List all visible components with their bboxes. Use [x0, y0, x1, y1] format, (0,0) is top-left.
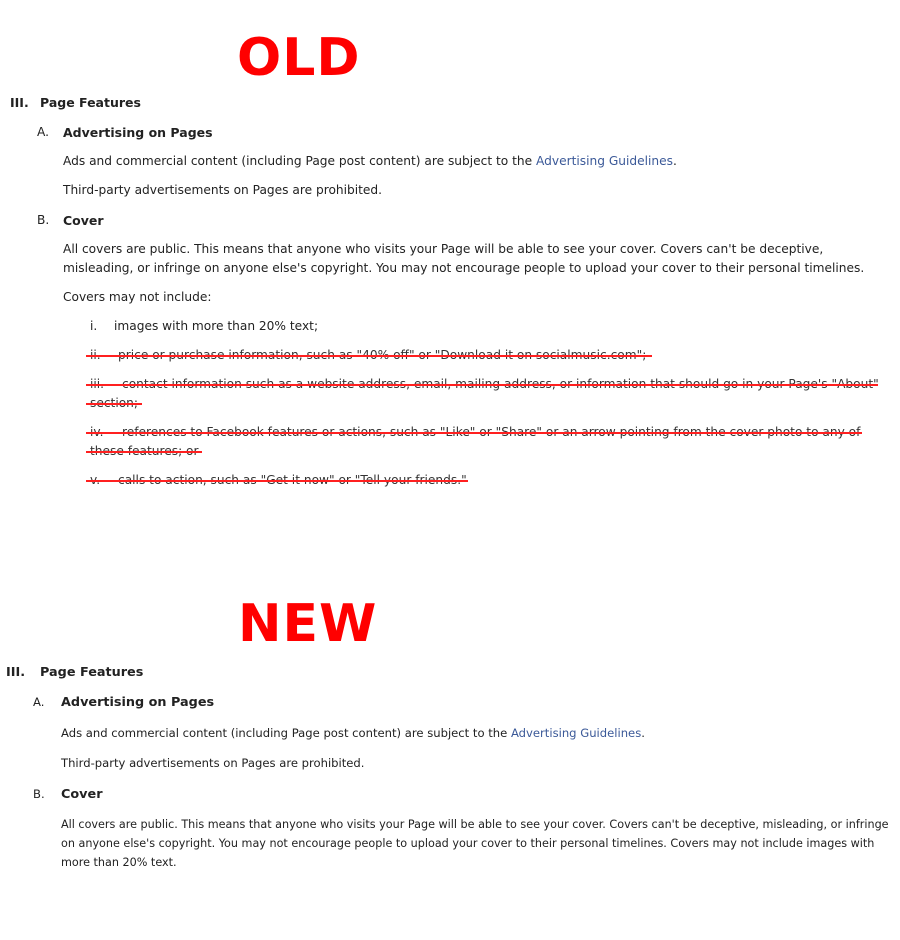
third-party-paragraph: Third-party advertisements on Pages are prohibited. — [63, 183, 383, 197]
new-label: NEW — [238, 594, 378, 654]
cover-paragraph-line1: All covers are public. This means that anyone who visits your Page will be able to see your cover. Covers can't be deceptive, — [63, 242, 824, 256]
advertising-text: Ads and commercial content (including Page post content) are subject to the — [61, 726, 511, 740]
cover-paragraph-line2: on anyone else's copyright. You may not encourage people to upload your cover to their personal timelines. Covers may not include images with — [61, 837, 875, 850]
subsection-a-letter: A. — [33, 695, 45, 709]
old-label: OLD — [237, 28, 361, 88]
cover-paragraph-line3: more than 20% text. — [61, 856, 177, 869]
cover-paragraph-line1: All covers are public. This means that anyone who visits your Page will be able to see your cover. Covers can't be deceptive, misleading, or infringe — [61, 818, 889, 831]
advertising-paragraph — [61, 726, 645, 740]
subsection-a-title: Advertising on Pages — [61, 695, 215, 710]
third-party-paragraph: Third-party advertisements on Pages are prohibited. — [61, 756, 365, 770]
advertising-text: Ads and commercial content (including Page post content) are subject to the — [63, 154, 536, 168]
advertising-guidelines-link[interactable]: Advertising Guidelines — [536, 154, 673, 168]
advertising-text-end: . — [641, 726, 645, 740]
section-number: III. — [10, 95, 29, 110]
subsection-b-letter: B. — [37, 213, 50, 227]
section-title: Page Features — [40, 95, 141, 110]
subsection-b-title: Cover — [61, 787, 103, 802]
subsection-a-letter: A. — [37, 125, 49, 139]
subsection-a-title: Advertising on Pages — [63, 125, 213, 140]
subsection-b-letter: B. — [33, 787, 45, 801]
list-item-text: images with more than 20% text; — [114, 319, 319, 333]
section-number: III. — [6, 665, 26, 680]
subsection-b-title: Cover — [63, 213, 104, 228]
advertising-text-end: . — [672, 154, 677, 168]
section-title: Page Features — [40, 665, 144, 680]
covers-may-not-include: Covers may not include: — [63, 290, 212, 304]
advertising-guidelines-link[interactable]: Advertising Guidelines — [510, 726, 642, 740]
cover-paragraph-line2: misleading, or infringe on anyone else's copyright. You may not encourage people to upload your cover to their personal timelines. — [63, 261, 865, 275]
list-item-number: i. — [90, 319, 98, 333]
